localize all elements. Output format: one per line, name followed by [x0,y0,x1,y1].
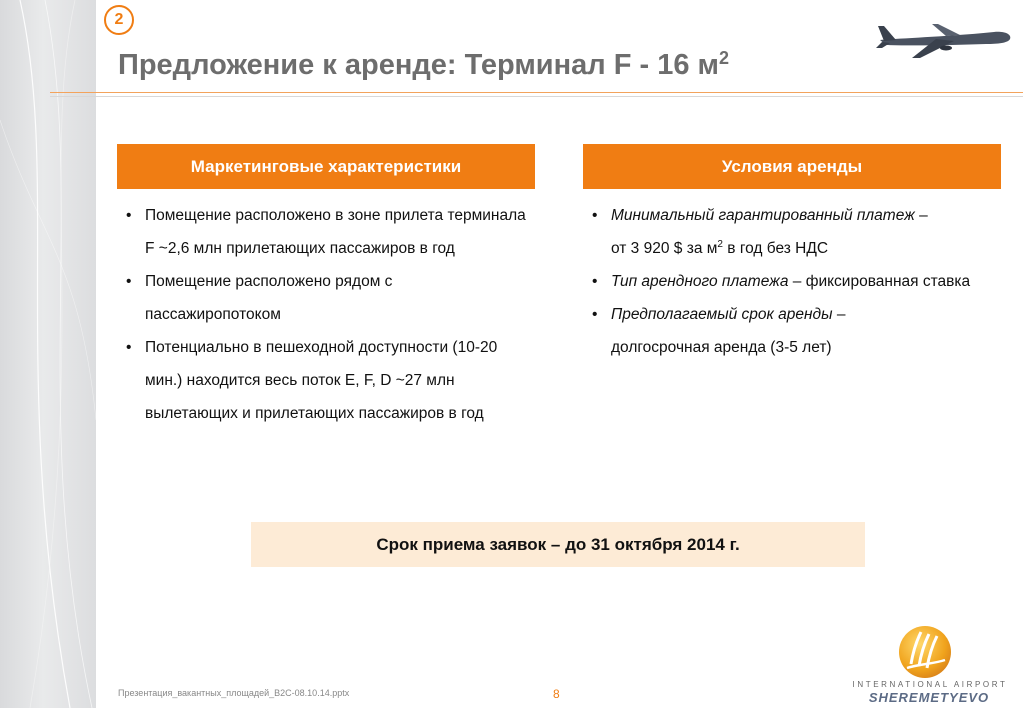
lease-header: Условия аренды [583,144,1001,189]
decorative-side-strip [0,0,96,708]
title-divider-gray [50,96,1023,97]
application-deadline-banner: Срок приема заявок – до 31 октября 2014 г. [251,522,865,567]
logo-name: SHEREMETYEVO [868,690,990,705]
lease-list [592,199,997,364]
lease-item-separator: – [832,306,846,323]
lease-item-value: долгосрочная аренда (3-5 лет) [611,339,832,356]
page-number: 8 [553,687,560,701]
page-title-superscript: 2 [719,48,730,68]
lease-item [592,199,997,265]
marketing-item: • Потенциально в пешеходной доступности (10-20 мин.) находится весь поток E, F, D ~27 млн вылетающих и прилетающих пассажиров в год [126,331,526,430]
title-divider-orange [50,92,1023,93]
lease-item-label: Тип арендного платежа [611,273,789,290]
lease-item-value: фиксированная ставка [805,273,971,290]
lease-item-value: от 3 920 $ за м [611,240,718,257]
sheremetyevo-logo-icon [895,624,955,680]
lease-item-separator: – [788,273,806,290]
lease-item [592,298,997,364]
marketing-list [126,199,526,430]
lease-item-separator: – [914,207,928,224]
page-title [118,48,729,82]
lease-item-value-end: в год без НДС [722,240,829,257]
marketing-item: • Помещение расположено рядом с пассажиропотоком [126,265,526,331]
logo-subtitle: INTERNATIONAL AIRPORT [852,680,1008,689]
lease-item-superscript: 2 [717,239,723,250]
lease-item [592,265,997,298]
page-title-text: Предложение к аренде: Терминал F - 16 м [118,49,719,81]
marketing-header: Маркетинговые характеристики [117,144,535,189]
marketing-item: • Помещение расположено в зоне прилета терминала F ~2,6 млн прилетающих пассажиров в год [126,199,526,265]
footer-filename: Презентация_вакантных_площадей_B2C-08.10.14.pptx [118,688,350,698]
slide-number-badge: 2 [104,5,134,35]
lease-item-label: Предполагаемый срок аренды [611,306,833,323]
lease-item-label: Минимальный гарантированный платеж [611,207,915,224]
airplane-icon [876,12,1016,62]
